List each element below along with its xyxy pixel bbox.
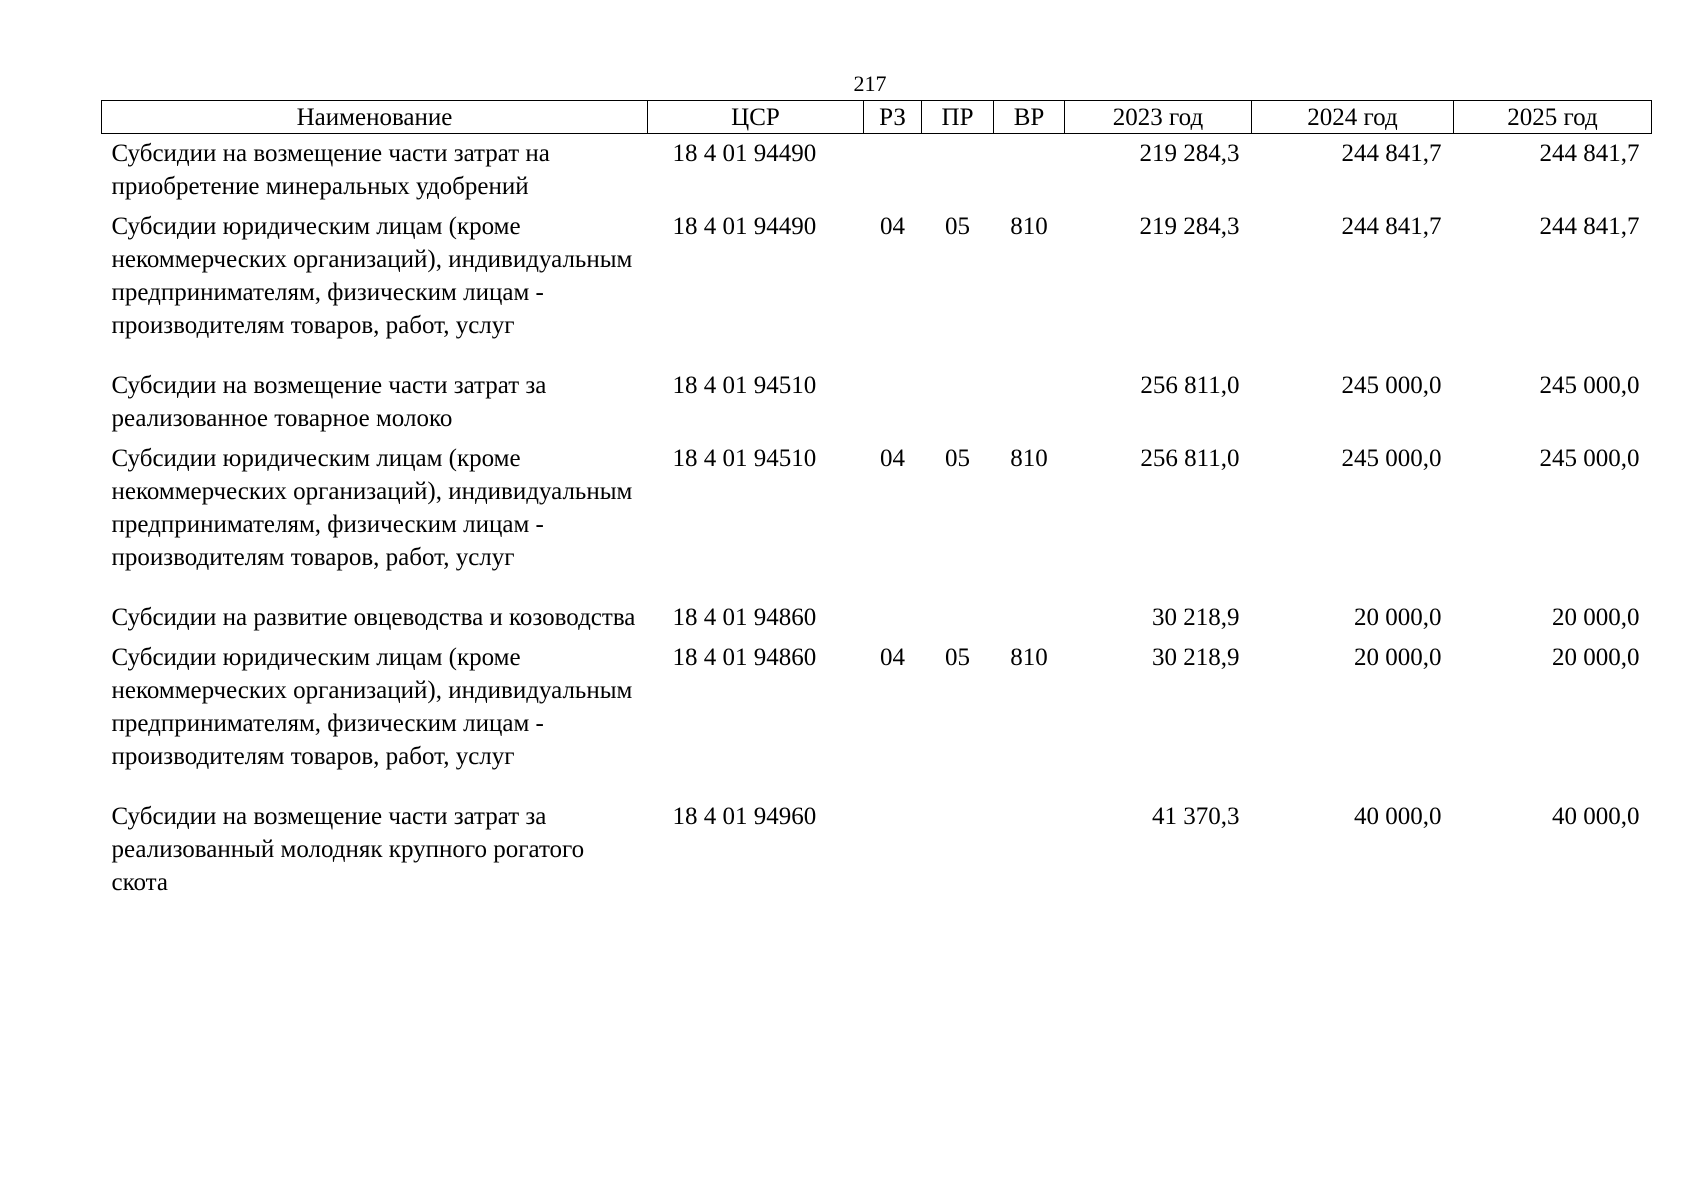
row-name: Субсидии на развитие овцеводства и козоводства: [111, 604, 636, 631]
table-header: [102, 101, 1652, 134]
row-2024: 40 000,0: [1354, 803, 1442, 830]
row-2025: 244 841,7: [1539, 140, 1640, 167]
row-2023: 256 811,0: [1140, 445, 1240, 472]
row-vr: [994, 366, 1065, 439]
row-name: Субсидии на возмещение части затрат на приобретение минеральных удобрений: [111, 140, 550, 200]
row-csr: 18 4 01 94510: [672, 445, 817, 472]
row-2023: 219 284,3: [1139, 140, 1240, 167]
table-row: [102, 134, 1652, 208]
table-row: [102, 207, 1652, 366]
header-2023: 2023 год: [1065, 101, 1252, 134]
row-name: Субсидии юридическим лицам (кроме некоммерческих организаций), индивидуальным предпринимателям, физическим лицам - производителям товаров, работ, услуг: [111, 213, 633, 339]
row-name: Субсидии на возмещение части затрат за реализованный молодняк крупного рогатого скота: [111, 803, 585, 896]
table-row: [102, 439, 1652, 598]
row-pr: [922, 598, 994, 638]
row-2023: 30 218,9: [1152, 644, 1240, 671]
row-2024: 245 000,0: [1341, 445, 1442, 472]
header-row: [102, 101, 1652, 134]
row-2023: 30 218,9: [1152, 604, 1240, 631]
header-vr: ВР: [994, 101, 1065, 134]
row-rz: [864, 797, 922, 903]
row-csr: 18 4 01 94490: [672, 140, 817, 167]
row-2025: 244 841,7: [1539, 213, 1640, 240]
row-2025: 40 000,0: [1552, 803, 1640, 830]
row-pr: [922, 134, 994, 208]
row-2024: 20 000,0: [1354, 644, 1442, 671]
row-csr: 18 4 01 94860: [672, 644, 817, 671]
row-vr: [994, 134, 1065, 208]
row-2025: 20 000,0: [1552, 604, 1640, 631]
row-2025: 245 000,0: [1539, 445, 1640, 472]
row-name: Субсидии юридическим лицам (кроме некоммерческих организаций), индивидуальным предпринимателям, физическим лицам - производителям товаров, работ, услуг: [111, 445, 633, 571]
header-2024: 2024 год: [1252, 101, 1454, 134]
row-vr: 810: [1010, 213, 1048, 240]
header-csr: ЦСР: [648, 101, 864, 134]
table-row: [102, 598, 1652, 638]
row-pr: 05: [945, 445, 970, 472]
header-rz: РЗ: [864, 101, 922, 134]
row-pr: 05: [945, 213, 970, 240]
row-rz: [864, 134, 922, 208]
row-2023: 219 284,3: [1139, 213, 1240, 240]
row-pr: 05: [945, 644, 970, 671]
row-csr: 18 4 01 94510: [672, 372, 817, 399]
header-name: Наименование: [102, 101, 648, 134]
table-body: [102, 134, 1652, 904]
row-rz: [864, 598, 922, 638]
page-number: 217: [853, 71, 887, 96]
row-vr: 810: [1010, 644, 1048, 671]
row-2025: 20 000,0: [1552, 644, 1640, 671]
row-vr: 810: [1010, 445, 1048, 472]
table-row: [102, 797, 1652, 903]
row-2024: 244 841,7: [1341, 213, 1442, 240]
row-2023: 256 811,0: [1140, 372, 1240, 399]
row-vr: [994, 598, 1065, 638]
row-pr: [922, 797, 994, 903]
row-vr: [994, 797, 1065, 903]
budget-table: [101, 100, 1652, 903]
row-rz: 04: [880, 644, 905, 671]
row-rz: 04: [880, 213, 905, 240]
table-row: [102, 638, 1652, 797]
row-rz: 04: [880, 445, 905, 472]
row-csr: 18 4 01 94860: [672, 604, 817, 631]
row-name: Субсидии на возмещение части затрат за реализованное товарное молоко: [111, 372, 547, 432]
row-2024: 20 000,0: [1354, 604, 1442, 631]
row-csr: 18 4 01 94490: [672, 213, 817, 240]
header-pr: ПР: [922, 101, 994, 134]
row-csr: 18 4 01 94960: [672, 803, 817, 830]
row-rz: [864, 366, 922, 439]
row-2023: 41 370,3: [1152, 803, 1240, 830]
row-name: Субсидии юридическим лицам (кроме некоммерческих организаций), индивидуальным предпринимателям, физическим лицам - производителям товаров, работ, услуг: [111, 644, 633, 770]
row-2025: 245 000,0: [1539, 372, 1640, 399]
row-2024: 245 000,0: [1341, 372, 1442, 399]
row-2024: 244 841,7: [1341, 140, 1442, 167]
header-2025: 2025 год: [1454, 101, 1652, 134]
row-pr: [922, 366, 994, 439]
table-row: [102, 366, 1652, 439]
